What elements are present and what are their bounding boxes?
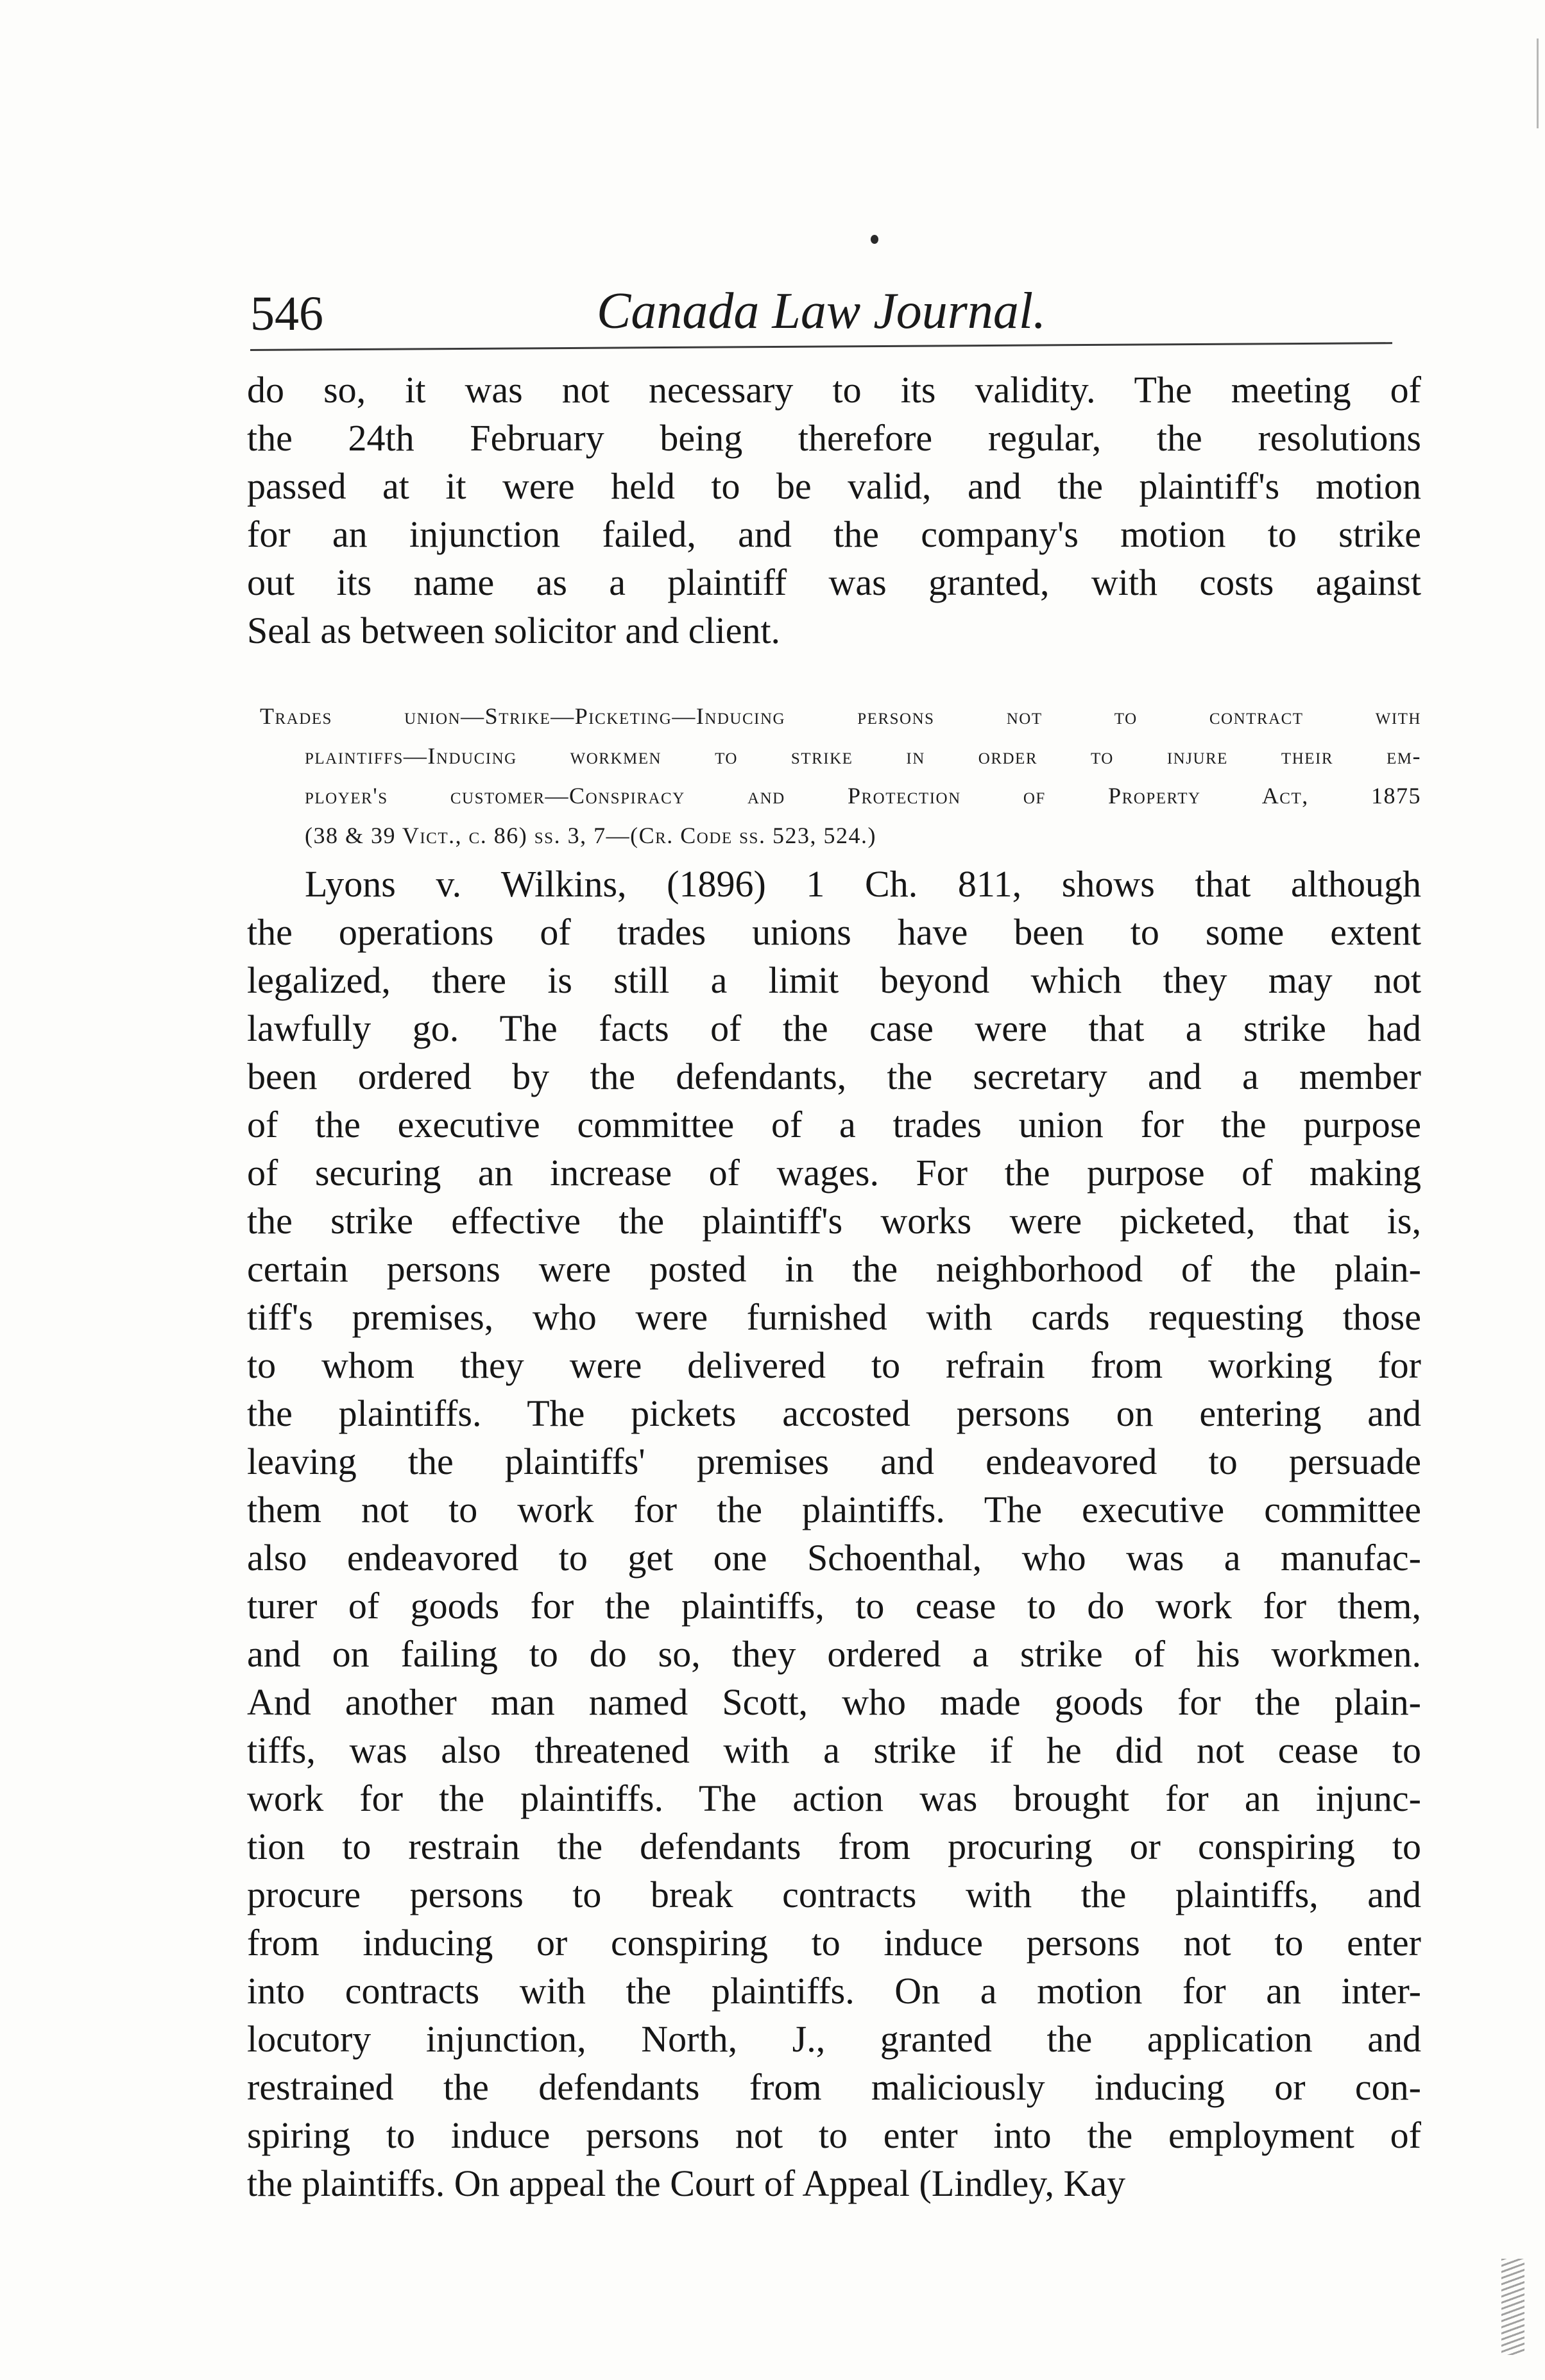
- text-line: spiring to induce persons not to enter into the employment of: [247, 2114, 1421, 2156]
- text-line: tion to restrain the defendants from procuring or conspiring to: [247, 1826, 1421, 1867]
- page-number: 546: [250, 287, 323, 341]
- page-edge-mark: [1537, 39, 1539, 128]
- text-line: lawfully go. The facts of the case were that a strike had: [247, 1007, 1421, 1049]
- page-header: [250, 282, 1405, 353]
- text-line: legalized, there is still a limit beyond which they may not: [247, 959, 1421, 1001]
- text-line: of securing an increase of wages. For the purpose of making: [247, 1152, 1421, 1194]
- text-line: locutory injunction, North, J., granted the application and: [247, 2018, 1421, 2060]
- text-line: Seal as between solicitor and client.: [247, 610, 781, 651]
- text-line: also endeavored to get one Schoenthal, who was a manufac-: [247, 1537, 1421, 1579]
- headnote-line: Trades union—Strike—Picketing—Inducing persons not to contract with: [260, 703, 1421, 729]
- paragraph-continued: [247, 366, 1421, 655]
- text-line: the operations of trades unions have been to some extent: [247, 911, 1421, 953]
- print-dot: [871, 235, 878, 244]
- text-line: turer of goods for the plaintiffs, to cease to do work for them,: [247, 1585, 1421, 1627]
- text-line: out its name as a plaintiff was granted, with costs against: [247, 561, 1421, 603]
- headnote-line: (38 & 39 Vict., c. 86) ss. 3, 7—(Cr. Code ss. 523, 524.): [305, 823, 876, 848]
- text-line: work for the plaintiffs. The action was brought for an injunc-: [247, 1777, 1421, 1819]
- headnote-line: plaintiffs—Inducing workmen to strike in order to injure their em-: [305, 743, 1421, 769]
- text-line: certain persons were posted in the neighborhood of the plain-: [247, 1248, 1421, 1290]
- text-line: the strike effective the plaintiff's works were picketed, that is,: [247, 1200, 1421, 1242]
- text-line: Lyons v. Wilkins, (1896) 1 Ch. 811, shows that although: [305, 863, 1421, 905]
- text-line: do so, it was not necessary to its validity. The meeting of: [247, 369, 1421, 411]
- text-line: been ordered by the defendants, the secretary and a member: [247, 1056, 1421, 1097]
- text-line: tiffs, was also threatened with a strike if he did not cease to: [247, 1729, 1421, 1771]
- text-line: for an injunction failed, and the company's motion to strike: [247, 513, 1421, 555]
- scan-smudge: [1501, 2259, 1524, 2355]
- text-line: the 24th February being therefore regular, the resolutions: [247, 417, 1421, 459]
- case-headnote: [260, 696, 1421, 855]
- text-line: tiff's premises, who were furnished with cards requesting those: [247, 1296, 1421, 1338]
- text-line: procure persons to break contracts with the plaintiffs, and: [247, 1874, 1421, 1915]
- text-line: passed at it were held to be valid, and the plaintiff's motion: [247, 465, 1421, 507]
- case-paragraph: [247, 860, 1421, 2207]
- running-title: Canada Law Journal.: [597, 283, 1046, 339]
- text-line: restrained the defendants from maliciously inducing or con-: [247, 2066, 1421, 2108]
- text-line: from inducing or conspiring to induce persons not to enter: [247, 1922, 1421, 1964]
- text-line: and on failing to do so, they ordered a strike of his workmen.: [247, 1633, 1421, 1675]
- text-line: of the executive committee of a trades union for the purpose: [247, 1104, 1421, 1145]
- text-line: to whom they were delivered to refrain from working for: [247, 1344, 1421, 1386]
- header-rule: [250, 342, 1392, 351]
- headnote-line: ployer's customer—Conspiracy and Protection of Property Act, 1875: [305, 783, 1421, 809]
- text-line: them not to work for the plaintiffs. The executive committee: [247, 1489, 1421, 1530]
- text-line: the plaintiffs. On appeal the Court of Appeal (Lindley, Kay: [247, 2162, 1126, 2204]
- text-line: the plaintiffs. The pickets accosted persons on entering and: [247, 1392, 1421, 1434]
- text-line: leaving the plaintiffs' premises and endeavored to persuade: [247, 1441, 1421, 1482]
- text-line: into contracts with the plaintiffs. On a motion for an inter-: [247, 1970, 1421, 2012]
- text-line: And another man named Scott, who made goods for the plain-: [247, 1681, 1421, 1723]
